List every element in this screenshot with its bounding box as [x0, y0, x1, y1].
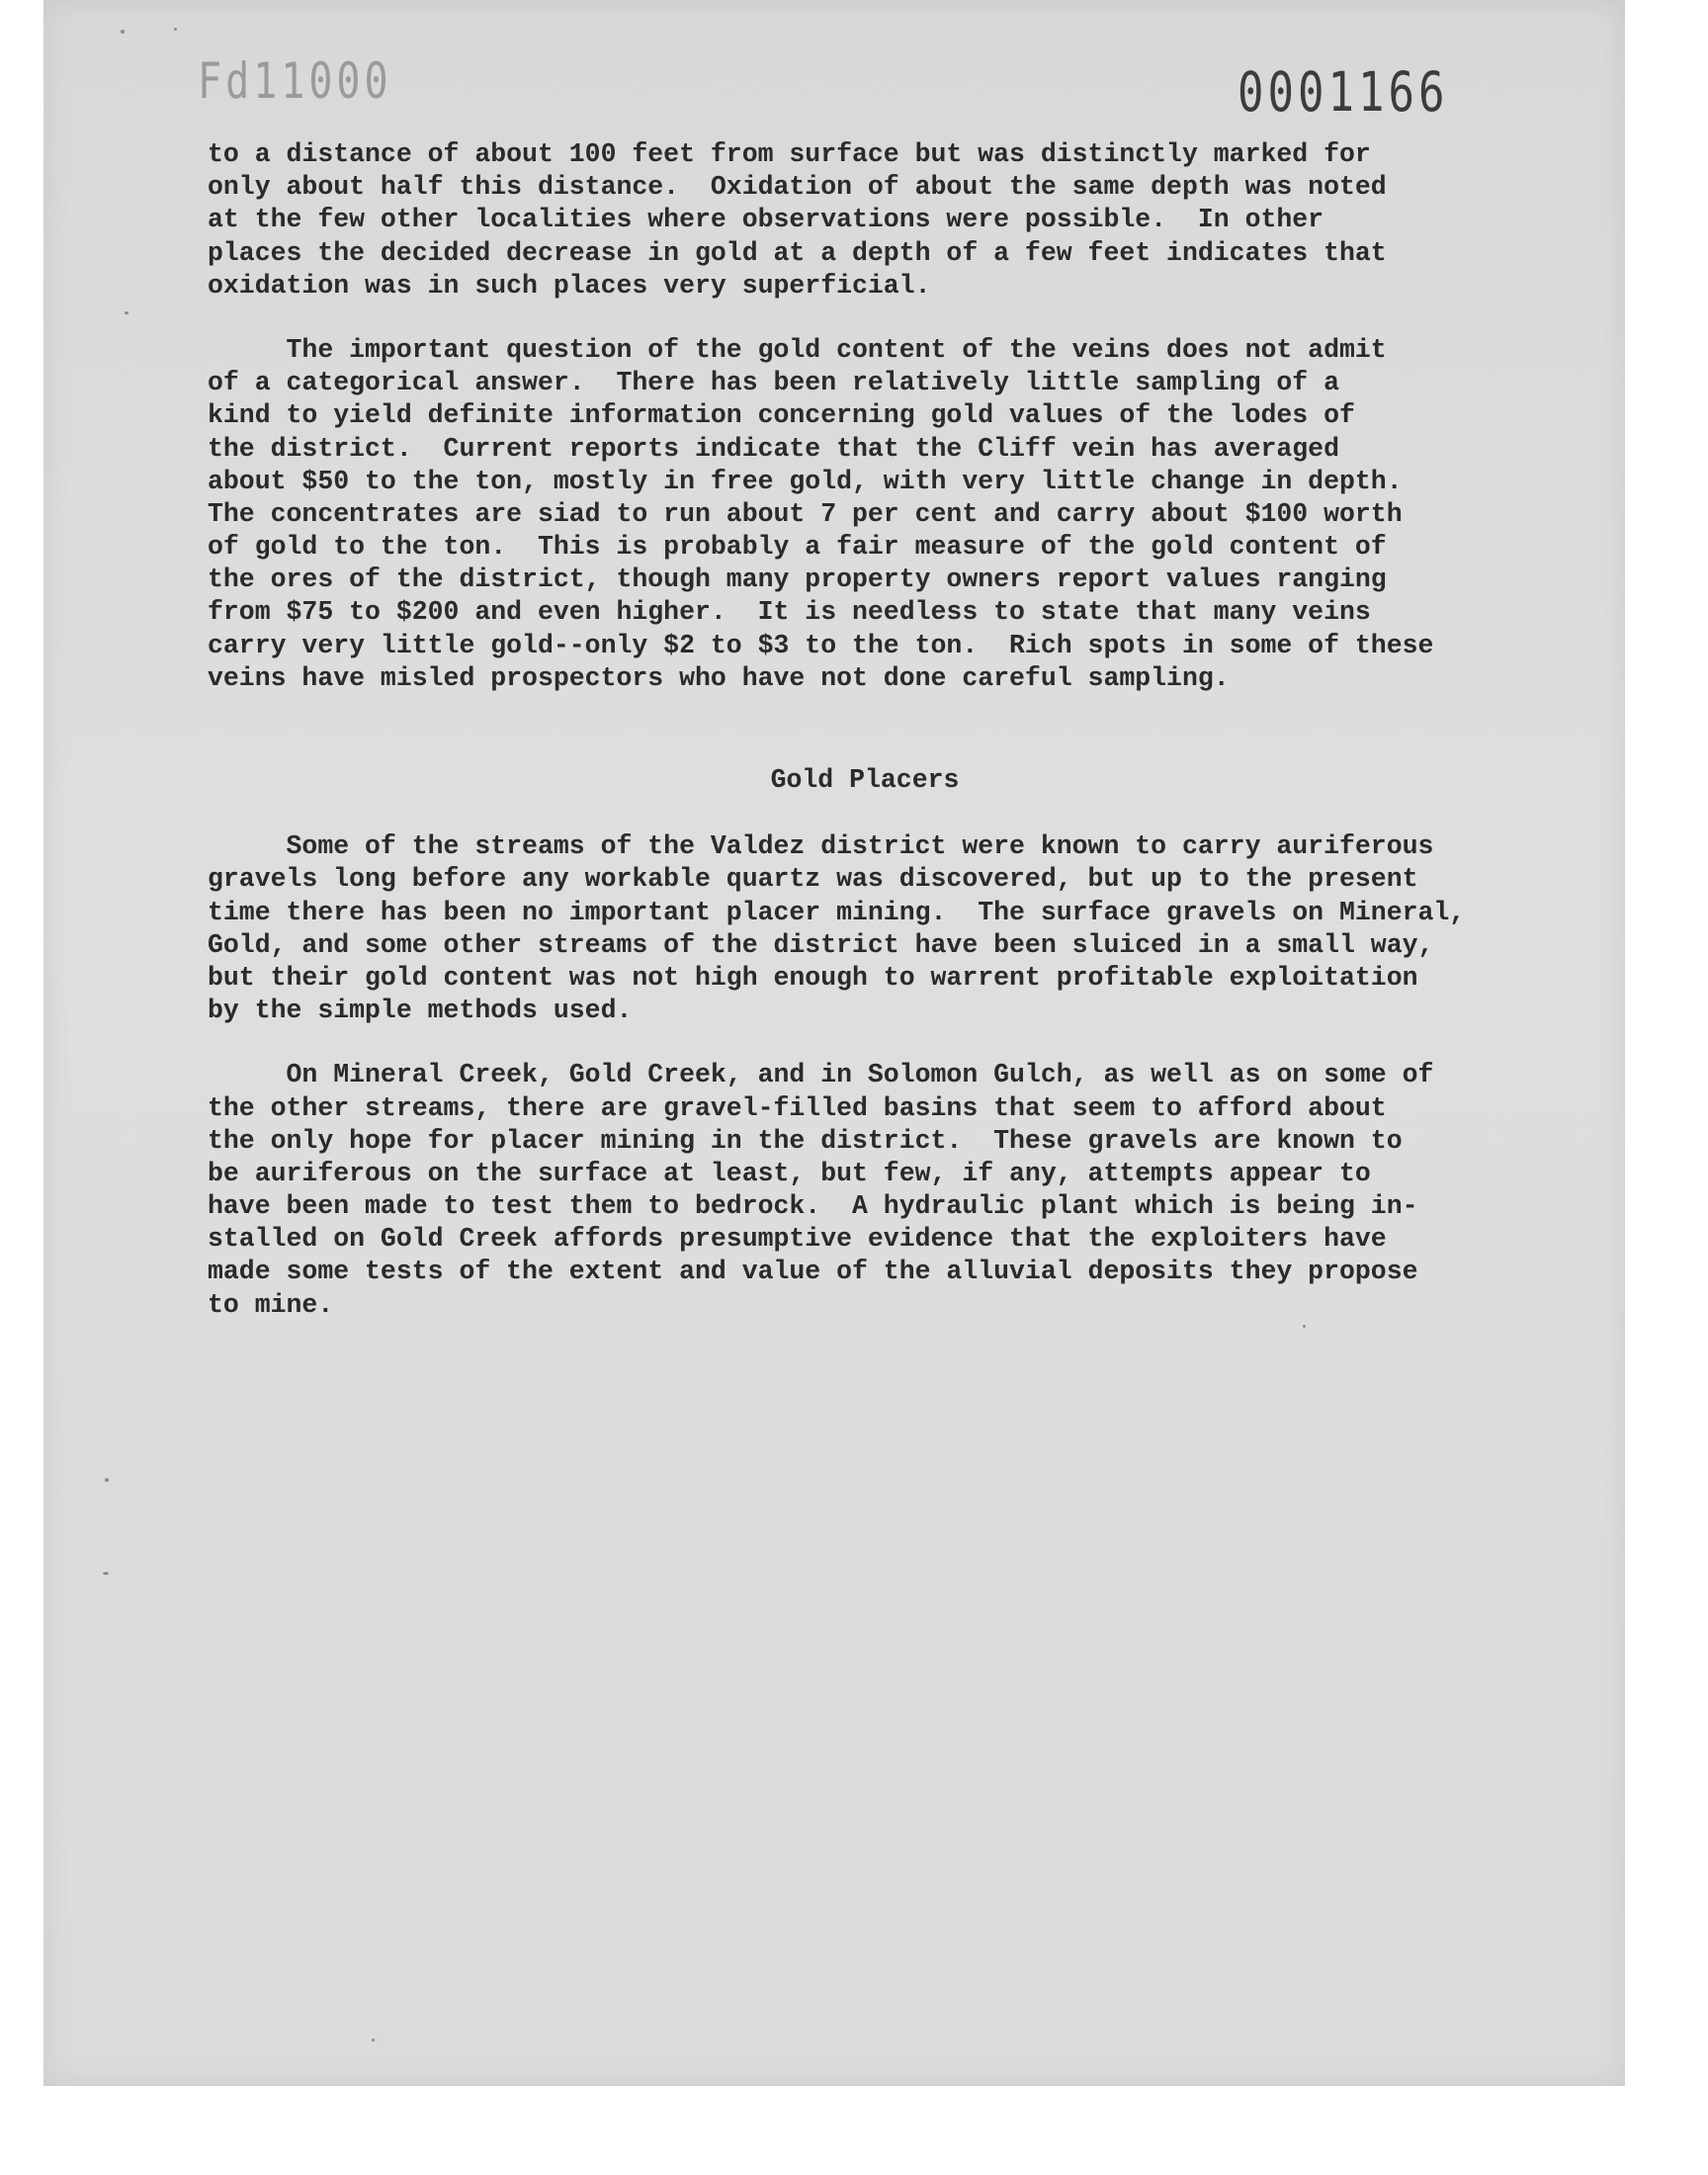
right-stamp-number: 0001166: [1238, 61, 1449, 125]
paragraph-basins: [208, 1059, 1532, 1322]
text-line: carry very little gold--only $2 to $3 to the ton. Rich spots in some of these: [208, 630, 1434, 660]
text-line: the ores of the district, though many property owners report values ranging: [208, 565, 1387, 595]
text-line: gravels long before any workable quartz was discovered, but up to the present: [208, 864, 1418, 895]
text-line: places the decided decrease in gold at a depth of a few feet indicates that: [208, 237, 1387, 268]
text-line: but their gold content was not high enough to warrent profitable exploitation: [208, 962, 1418, 993]
text-line: stalled on Gold Creek affords presumptive evidence that the exploiters have: [208, 1224, 1387, 1255]
text-line: Gold, and some other streams of the district have been sluiced in a small way,: [208, 929, 1434, 960]
text-line: The concentrates are siad to run about 7 per cent and carry about $100 worth: [208, 498, 1403, 529]
text-line: only about half this distance. Oxidation of about the same depth was noted: [208, 172, 1387, 203]
text-line: by the simple methods used.: [208, 996, 633, 1026]
text-line: to mine.: [208, 1289, 334, 1320]
text-line: from $75 to $200 and even higher. It is needless to state that many veins: [208, 597, 1371, 628]
scan-speck: [103, 1572, 109, 1575]
document-text: [208, 138, 1532, 1322]
scan-speck: [121, 30, 125, 34]
text-line: The important question of the gold content of the veins does not admit: [208, 334, 1387, 365]
text-line: veins have misled prospectors who have not done careful sampling.: [208, 662, 1230, 693]
text-line: about $50 to the ton, mostly in free gold, with very little change in depth.: [208, 466, 1403, 496]
paragraph-gold-content: [208, 334, 1532, 695]
text-line: of a categorical answer. There has been relatively little sampling of a: [208, 368, 1339, 398]
text-line: be auriferous on the surface at least, but few, if any, attempts appear to: [208, 1158, 1371, 1188]
text-line: the district. Current reports indicate that the Cliff vein has averaged: [208, 433, 1339, 464]
scan-speck: [105, 1478, 109, 1482]
scan-speck: [125, 311, 128, 314]
text-line: the only hope for placer mining in the district. These gravels are known to: [208, 1125, 1403, 1156]
text-line: to a distance of about 100 feet from surface but was distinctly marked for: [208, 139, 1371, 169]
paragraph-streams: [208, 830, 1532, 1027]
text-line: oxidation was in such places very superficial.: [208, 270, 931, 301]
text-line: time there has been no important placer mining. The surface gravels on Mineral,: [208, 897, 1466, 927]
text-line: made some tests of the extent and value of the alluvial deposits they propose: [208, 1257, 1418, 1287]
scan-speck: [372, 2039, 375, 2042]
text-line: have been made to test them to bedrock. A hydraulic plant which is being in-: [208, 1191, 1418, 1222]
text-line: kind to yield definite information concerning gold values of the lodes of: [208, 400, 1355, 431]
text-line: of gold to the ton. This is probably a fair measure of the gold content of: [208, 532, 1387, 563]
left-stamp-number: Fd11000: [198, 53, 392, 111]
paragraph-oxidation: [208, 138, 1532, 303]
text-line: at the few other localities where observations were possible. In other: [208, 205, 1324, 235]
scan-speck: [174, 28, 177, 31]
text-line: Some of the streams of the Valdez district were known to carry auriferous: [208, 831, 1434, 862]
scan-speck: [1303, 1325, 1306, 1328]
text-line: the other streams, there are gravel-filled basins that seem to afford about: [208, 1092, 1387, 1123]
section-heading: Gold Placers: [770, 765, 960, 795]
text-line: On Mineral Creek, Gold Creek, and in Solomon Gulch, as well as on some of: [208, 1060, 1434, 1090]
